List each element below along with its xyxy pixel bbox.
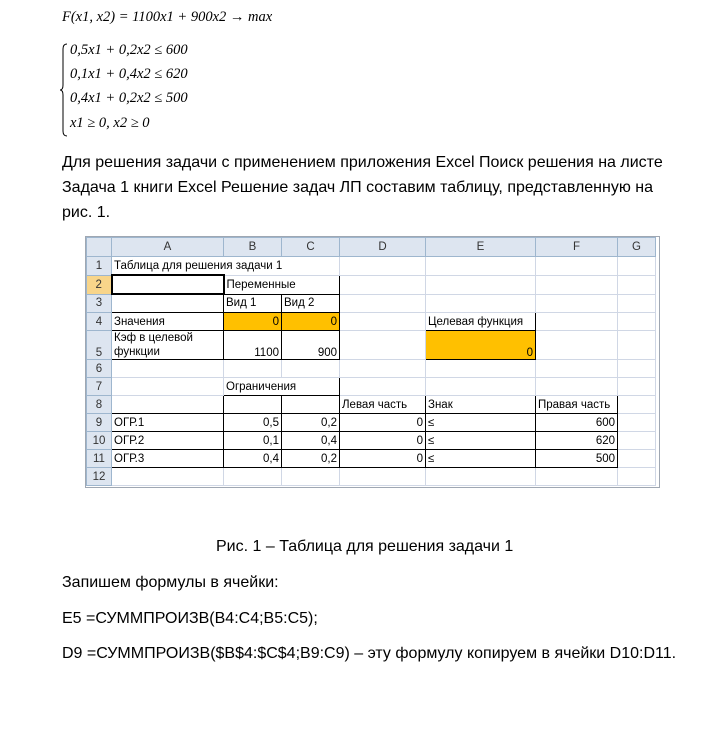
- row-header[interactable]: 6: [87, 360, 112, 378]
- cell[interactable]: [112, 360, 224, 378]
- row-header[interactable]: 4: [87, 313, 112, 331]
- cell[interactable]: [618, 450, 656, 468]
- figure-caption: Рис. 1 – Таблица для решения задачи 1: [216, 538, 514, 555]
- cell[interactable]: [340, 313, 426, 331]
- cell[interactable]: [618, 275, 656, 294]
- cell-e10[interactable]: ≤: [426, 432, 536, 450]
- cell-f9[interactable]: 600: [536, 414, 618, 432]
- cell[interactable]: [340, 331, 426, 360]
- row-header[interactable]: 8: [87, 396, 112, 414]
- cell-e8[interactable]: Знак: [426, 396, 536, 414]
- cell[interactable]: [426, 294, 536, 313]
- cell[interactable]: [618, 331, 656, 360]
- column-header[interactable]: B: [224, 238, 282, 257]
- cell-c10[interactable]: 0,4: [282, 432, 340, 450]
- constraint-brace: [60, 43, 68, 137]
- cell[interactable]: [618, 294, 656, 313]
- cell-d8[interactable]: Левая часть: [340, 396, 426, 414]
- cell-c4[interactable]: 0: [282, 313, 340, 331]
- column-header[interactable]: D: [340, 238, 426, 257]
- cell-d9[interactable]: 0: [340, 414, 426, 432]
- sheet-row: [87, 313, 656, 331]
- cell[interactable]: [536, 257, 618, 276]
- cell-b7[interactable]: Ограничения: [224, 378, 340, 396]
- cell-e4[interactable]: Целевая функция: [426, 313, 536, 331]
- sheet-row: [87, 450, 656, 468]
- sheet-row: [87, 360, 656, 378]
- row-header[interactable]: 11: [87, 450, 112, 468]
- row-header[interactable]: 5: [87, 331, 112, 360]
- column-header[interactable]: F: [536, 238, 618, 257]
- sheet-row: [87, 396, 656, 414]
- sheet-row: [87, 414, 656, 432]
- cell-e5[interactable]: 0: [426, 331, 536, 360]
- sheet-row: [87, 468, 656, 486]
- cell[interactable]: [618, 378, 656, 396]
- cell[interactable]: [618, 432, 656, 450]
- cell[interactable]: [536, 313, 618, 331]
- cell-c11[interactable]: 0,2: [282, 450, 340, 468]
- intro-paragraph: Для решения задачи с применением приложения Excel Поиск решения на листе Задача 1 книги Excel Решение задач ЛП составим таблицу, представленную на рис. 1.: [62, 154, 663, 221]
- cell[interactable]: [426, 468, 536, 486]
- cell[interactable]: [282, 468, 340, 486]
- cell-f11[interactable]: 500: [536, 450, 618, 468]
- cell[interactable]: [536, 294, 618, 313]
- row-header[interactable]: 10: [87, 432, 112, 450]
- row-header[interactable]: 1: [87, 257, 112, 276]
- cell-c5[interactable]: 900: [282, 331, 340, 360]
- cell[interactable]: [536, 360, 618, 378]
- cell[interactable]: [282, 360, 340, 378]
- cell[interactable]: [224, 468, 282, 486]
- spreadsheet-figure: [85, 236, 660, 488]
- sheet-row: [87, 257, 656, 276]
- row-header[interactable]: 2: [87, 275, 112, 294]
- cell-a11[interactable]: ОГР.3: [112, 450, 224, 468]
- cell-f8[interactable]: Правая часть: [536, 396, 618, 414]
- constraint-row: 0,1x1 + 0,4x2 ≤ 620: [70, 66, 188, 82]
- cell-a5[interactable]: Кэф в целевой функции: [112, 331, 224, 360]
- cell[interactable]: [340, 468, 426, 486]
- cell[interactable]: [618, 257, 656, 276]
- cell-e11[interactable]: ≤: [426, 450, 536, 468]
- cell-d11[interactable]: 0: [340, 450, 426, 468]
- cell[interactable]: [112, 468, 224, 486]
- constraint-row: x1 ≥ 0, x2 ≥ 0: [70, 115, 150, 131]
- cell[interactable]: [618, 313, 656, 331]
- cell[interactable]: [224, 360, 282, 378]
- cell-b2[interactable]: Переменные: [224, 275, 340, 294]
- formulas-intro: Запишем формулы в ячейки:: [62, 574, 279, 591]
- cell-b11[interactable]: 0,4: [224, 450, 282, 468]
- cell-a9[interactable]: ОГР.1: [112, 414, 224, 432]
- cell-e9[interactable]: ≤: [426, 414, 536, 432]
- cell[interactable]: [536, 378, 618, 396]
- constraint-row: 0,4x1 + 0,2x2 ≤ 500: [70, 90, 188, 106]
- cell-b9[interactable]: 0,5: [224, 414, 282, 432]
- cell-a4[interactable]: Значения: [112, 313, 224, 331]
- cell[interactable]: [282, 396, 340, 414]
- cell[interactable]: [340, 257, 426, 276]
- cell[interactable]: [618, 468, 656, 486]
- cell[interactable]: [340, 294, 426, 313]
- cell[interactable]: [426, 275, 536, 294]
- cell[interactable]: [340, 378, 426, 396]
- cell[interactable]: [618, 414, 656, 432]
- row-header[interactable]: 9: [87, 414, 112, 432]
- cell-a10[interactable]: ОГР.2: [112, 432, 224, 450]
- objective-function: F(x1, x2) = 1100x1 + 900x2 → max: [62, 9, 273, 25]
- select-all-corner[interactable]: [87, 238, 112, 257]
- cell[interactable]: [112, 378, 224, 396]
- cell-b10[interactable]: 0,1: [224, 432, 282, 450]
- column-header-row: [87, 238, 656, 257]
- cell-b5[interactable]: 1100: [224, 331, 282, 360]
- cell-a1[interactable]: Таблица для решения задачи 1: [112, 257, 340, 276]
- cell[interactable]: [536, 331, 618, 360]
- row-header[interactable]: 12: [87, 468, 112, 486]
- cell[interactable]: [340, 360, 426, 378]
- sheet-row: [87, 432, 656, 450]
- cell-c3[interactable]: Вид 2: [282, 294, 340, 313]
- cell[interactable]: [536, 275, 618, 294]
- cell[interactable]: [112, 294, 224, 313]
- column-header[interactable]: E: [426, 238, 536, 257]
- cell[interactable]: [224, 396, 282, 414]
- cell-d10[interactable]: 0: [340, 432, 426, 450]
- cell[interactable]: [112, 396, 224, 414]
- cell-f10[interactable]: 620: [536, 432, 618, 450]
- constraint-row: 0,5x1 + 0,2x2 ≤ 600: [70, 42, 188, 58]
- sheet-row: [87, 275, 656, 294]
- formula-e5: E5 =СУММПРОИЗВ(B4:C4;B5:C5);: [62, 610, 318, 627]
- sheet-row: [87, 378, 656, 396]
- cell-b4[interactable]: 0: [224, 313, 282, 331]
- cell-a2-active[interactable]: [112, 275, 224, 294]
- column-header[interactable]: A: [112, 238, 224, 257]
- sheet-row: [87, 331, 656, 360]
- cell[interactable]: [618, 396, 656, 414]
- sheet-row: [87, 294, 656, 313]
- column-header[interactable]: C: [282, 238, 340, 257]
- cell-c9[interactable]: 0,2: [282, 414, 340, 432]
- row-header[interactable]: 3: [87, 294, 112, 313]
- cell-b3[interactable]: Вид 1: [224, 294, 282, 313]
- row-header[interactable]: 7: [87, 378, 112, 396]
- cell[interactable]: [340, 275, 426, 294]
- cell[interactable]: [426, 378, 536, 396]
- cell[interactable]: [618, 360, 656, 378]
- cell[interactable]: [426, 360, 536, 378]
- cell[interactable]: [536, 468, 618, 486]
- column-header[interactable]: G: [618, 238, 656, 257]
- cell[interactable]: [426, 257, 536, 276]
- formula-d9: D9 =СУММПРОИЗВ($B$4:$C$4;B9:C9) – эту формулу копируем в ячейки D10:D11.: [62, 645, 677, 662]
